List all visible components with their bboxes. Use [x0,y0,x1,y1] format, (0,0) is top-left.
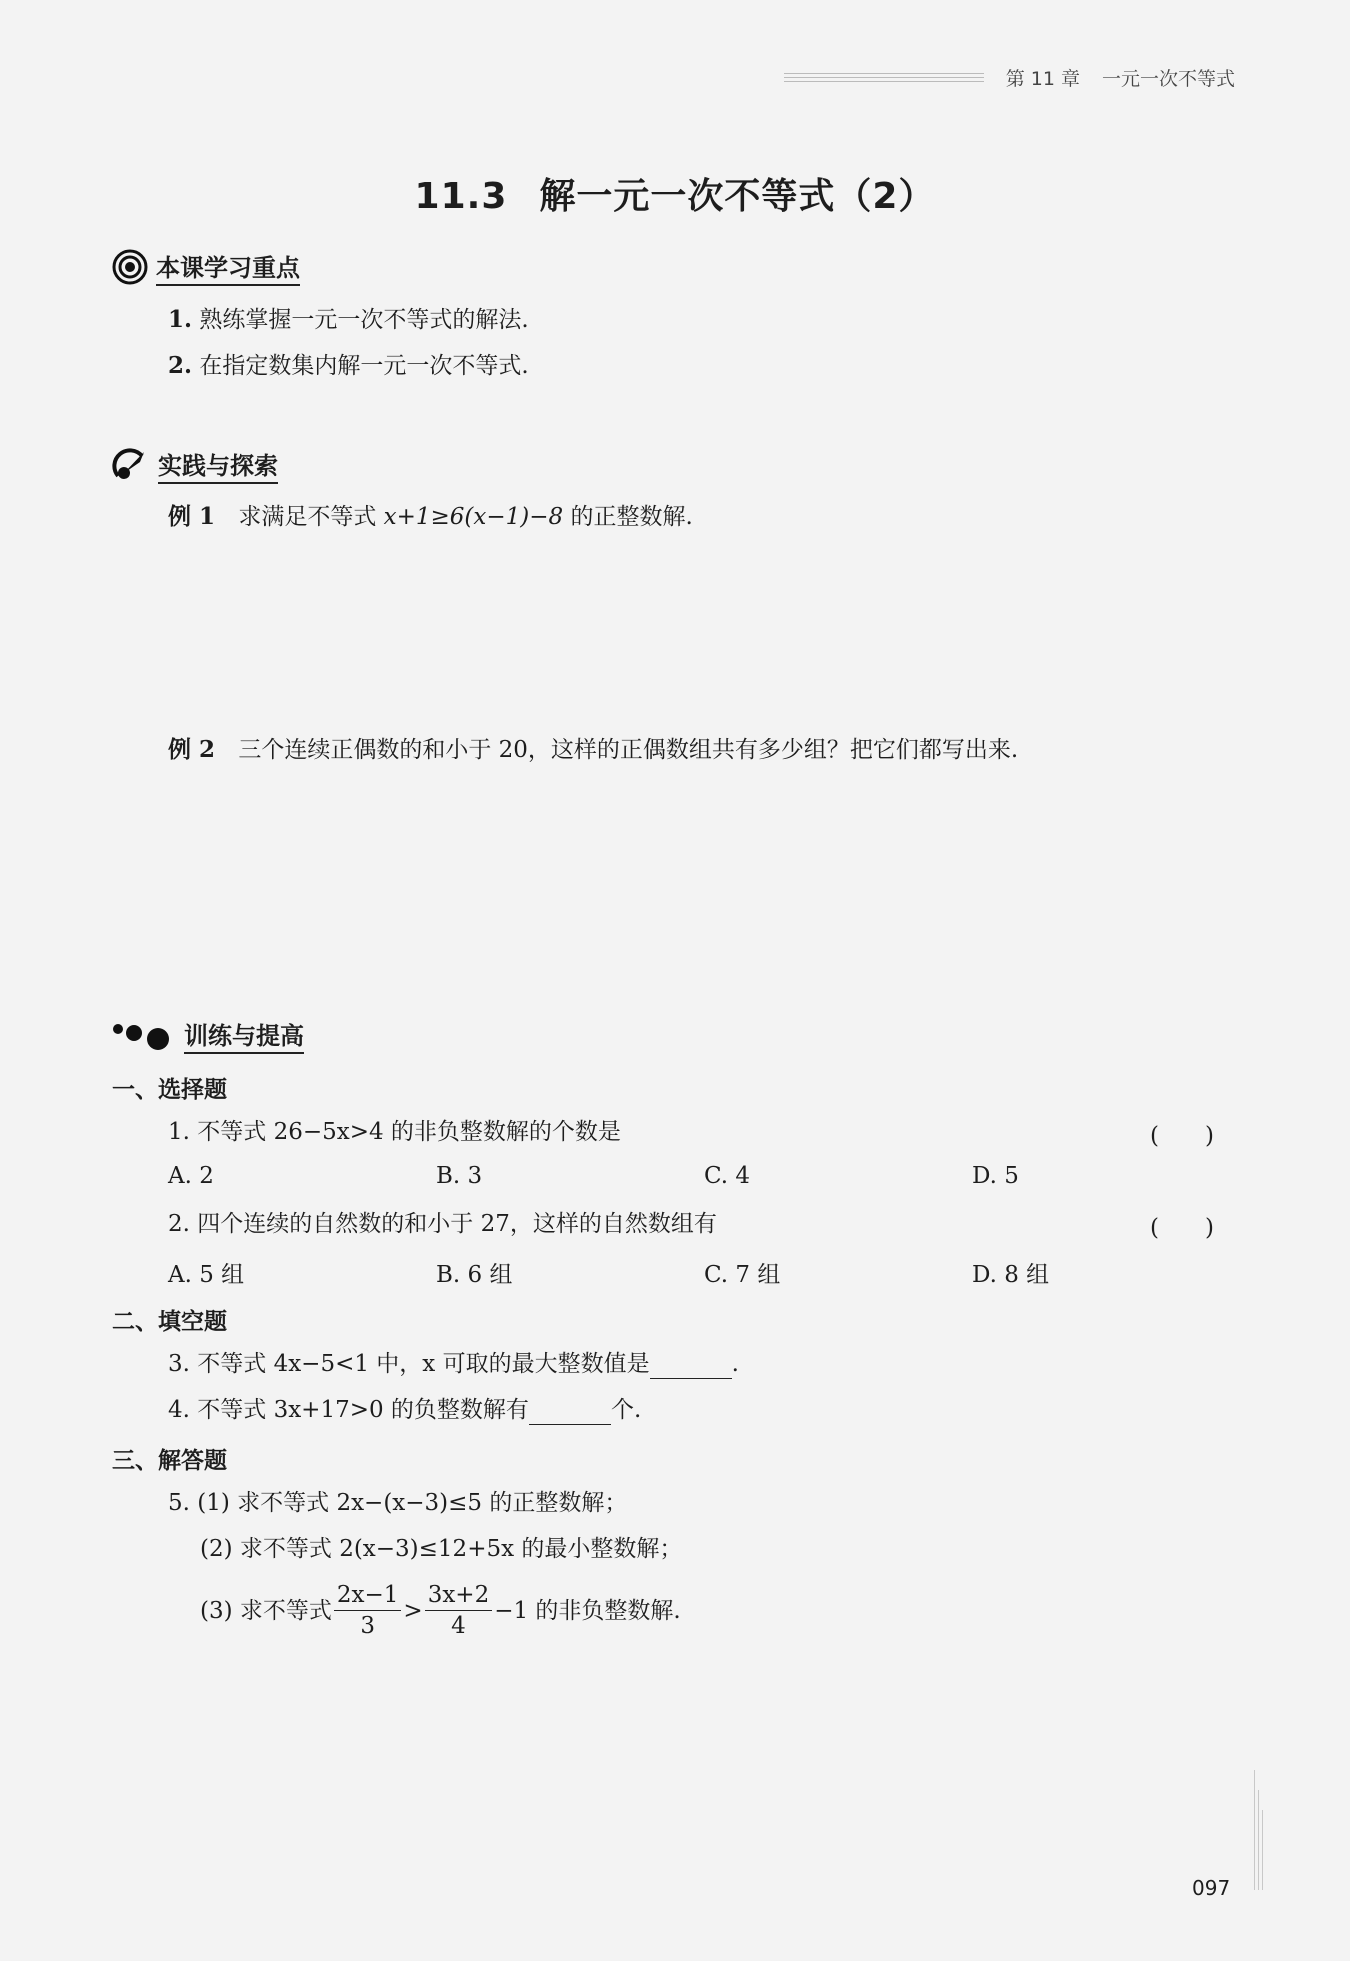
example-1-post: 的正整数解. [563,504,693,530]
fraction-1-denominator: 3 [360,1613,375,1639]
lesson-number: 11.3 [414,176,508,217]
question-4-text: 4. 不等式 3x+17>0 的负整数解有 [168,1397,529,1423]
question-5a: 5. (1) 求不等式 2x−(x−3)≤5 的正整数解； [168,1490,628,1516]
q1-option-c[interactable]: C. 4 [704,1163,751,1189]
page-edge-line [1262,1810,1263,1890]
section-key-points-label: 本课学习重点 [156,248,300,286]
part-choice-heading: 一、选择题 [112,1077,227,1103]
chapter-title: 一元一次不等式 [1101,68,1235,90]
question-5c-pre: (3) 求不等式 [200,1597,332,1624]
question-3-blank[interactable] [650,1354,732,1379]
q1-option-d[interactable]: D. 5 [972,1163,1019,1189]
dart-icon [112,446,150,484]
section-practice [112,446,278,484]
section-practice-label: 实践与探索 [158,446,278,484]
key-point-2-text: 在指定数集内解一元一次不等式. [199,353,529,379]
section-training [112,1016,304,1054]
running-header [784,64,1235,91]
question-4-end: 个. [610,1397,642,1423]
dots-icon [112,1019,176,1051]
key-point-1-num: 1. [168,306,193,333]
q1-option-b[interactable]: B. 3 [436,1163,483,1189]
question-2: 2. 四个连续的自然数的和小于 27，这样的自然数组有 [168,1211,717,1237]
question-3 [168,1349,739,1379]
example-2 [168,735,1018,765]
section-training-label: 训练与提高 [184,1016,304,1054]
key-point-1 [168,305,529,335]
target-icon [112,249,148,285]
q2-option-c[interactable]: C. 7 组 [704,1262,781,1288]
example-1-tag: 例 1 [168,503,216,530]
question-4 [168,1395,641,1425]
lesson-title [0,168,1350,219]
example-1-pre: 求满足不等式 [238,504,384,530]
question-3-end: . [731,1351,739,1377]
key-point-2 [168,351,529,381]
fraction-2 [425,1580,493,1641]
question-2-answer-paren[interactable]: ( ) [1150,1215,1214,1241]
part-answer-heading: 三、解答题 [112,1448,227,1474]
q2-option-b[interactable]: B. 6 组 [436,1262,513,1288]
section-key-points [112,248,300,286]
question-5c [200,1580,681,1641]
fraction-1 [334,1580,402,1641]
fraction-2-denominator: 4 [451,1613,466,1639]
page-edge-line [1254,1770,1255,1890]
q2-option-d[interactable]: D. 8 组 [972,1262,1050,1288]
key-point-1-text: 熟练掌握一元一次不等式的解法. [199,307,529,333]
q2-option-a[interactable]: A. 5 组 [168,1262,245,1288]
question-5c-post: −1 的非负整数解. [494,1597,681,1624]
example-1 [168,502,693,532]
header-rule [784,70,984,85]
question-1-answer-paren[interactable]: ( ) [1150,1123,1214,1149]
lesson-name: 解一元一次不等式（2） [539,176,936,217]
example-2-tag: 例 2 [168,736,216,763]
key-point-2-num: 2. [168,352,193,379]
question-5c-gt: > [403,1597,423,1624]
question-1: 1. 不等式 26−5x>4 的非负整数解的个数是 [168,1119,621,1145]
page-edge-line [1258,1790,1259,1890]
question-3-text: 3. 不等式 4x−5<1 中，x 可取的最大整数值是 [168,1351,650,1377]
fraction-2-numerator: 3x+2 [425,1580,493,1611]
question-5b: (2) 求不等式 2(x−3)≤12+5x 的最小整数解； [200,1536,683,1562]
page-number: 097 [1192,1876,1231,1900]
example-1-math: x+1≥6(x−1)−8 [383,504,564,530]
part-fill-heading: 二、填空题 [112,1309,227,1335]
q1-option-a[interactable]: A. 2 [168,1163,214,1189]
fraction-1-numerator: 2x−1 [334,1580,402,1611]
chapter-number: 第 11 章 [1005,68,1080,90]
question-4-blank[interactable] [529,1400,611,1425]
example-2-text: 三个连续正偶数的和小于 20，这样的正偶数组共有多少组？把它们都写出来. [238,737,1019,763]
